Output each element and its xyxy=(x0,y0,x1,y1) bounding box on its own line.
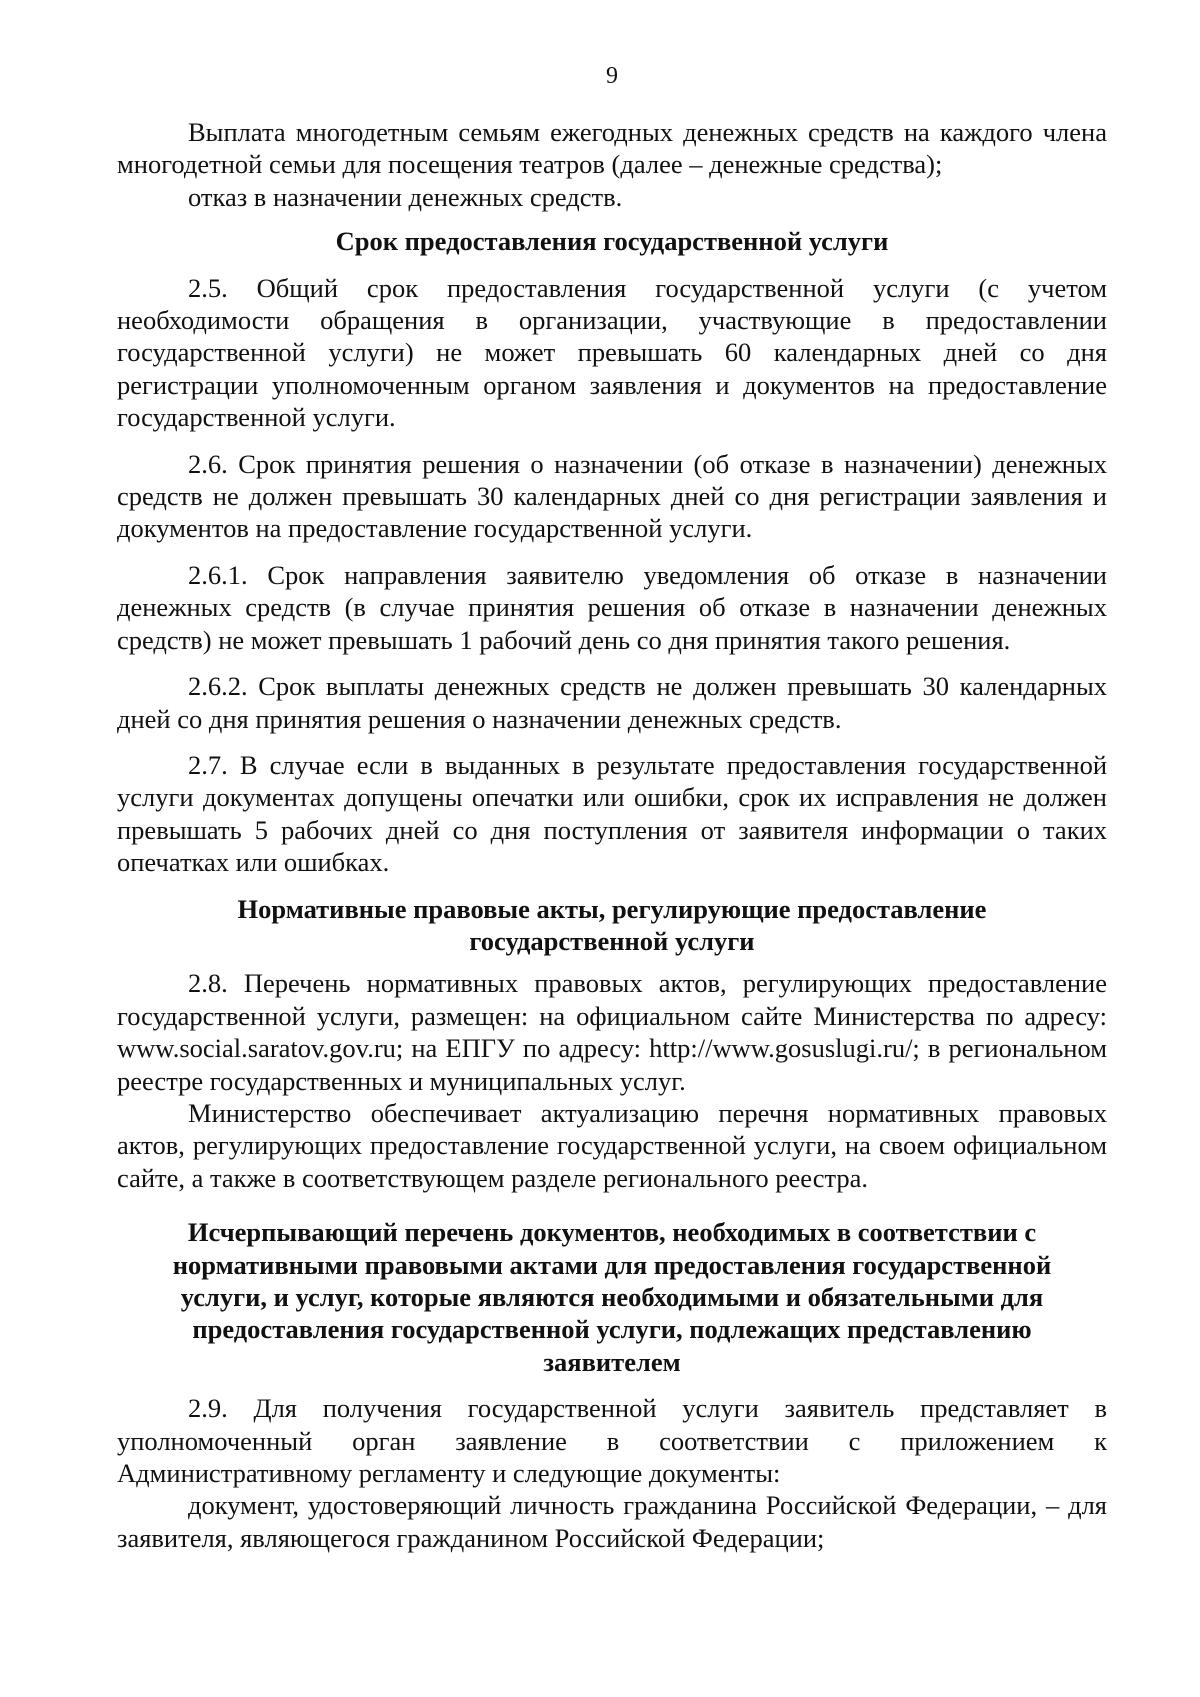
paragraph-2-7: 2.7. В случае если в выданных в результате предоставления государственной услуги документах допущены опечатки или ошибки, срок их исправления не должен превышать 5 рабочих дней со дня поступления от заявителя информации о таких опечатках или ошибках. xyxy=(117,749,1107,878)
paragraph-ministry-updates: Министерство обеспечивает актуализацию перечня нормативных правовых актов, регулирующих предоставление государственной услуги, на своем официальном сайте, а также в соответствующем разделе регионального реестра. xyxy=(117,1097,1107,1193)
paragraph-2-5: 2.5. Общий срок предоставления государственной услуги (с учетом необходимости обращения в организации, участвующие в предоставлении государственной услуги) не может превышать 60 календарных дней со дня регистрации уполномоченным органом заявления и документов на предоставление государственной услуги. xyxy=(117,272,1107,433)
paragraph-2-6: 2.6. Срок принятия решения о назначении (об отказе в назначении) денежных средств не должен превышать 30 календарных дней со дня регистрации заявления и документов на предоставление государственной услуги. xyxy=(117,448,1107,544)
paragraph-2-6-1: 2.6.1. Срок направления заявителю уведомления об отказе в назначении денежных средств (в случае принятия решения об отказе в назначении денежных средств) не может превышать 1 рабочий день со дня принятия такого решения. xyxy=(117,559,1107,655)
paragraph-payment: Выплата многодетным семьям ежегодных денежных средств на каждого члена многодетной семьи для посещения театров (далее – денежные средства); xyxy=(117,117,1107,180)
paragraph-2-8: 2.8. Перечень нормативных правовых актов, регулирующих предоставление государственной услуги, размещен: на официальном сайте Министерства по адресу: www.social.saratov.gov.ru; на ЕПГУ по адресу: http://www.gosuslugi.ru/; в региональном реестре государственных и муниципальных услуг. xyxy=(117,968,1107,1096)
document-page xyxy=(117,62,1107,1554)
heading-service-term: Срок предоставления государственной услуги xyxy=(335,226,889,257)
page-number: 9 xyxy=(606,63,618,89)
paragraph-2-9: 2.9. Для получения государственной услуги заявитель представляет в уполномоченный орган заявление в соответствии с приложением к Административному регламенту и следующие документы: xyxy=(117,1393,1107,1489)
paragraph-2-6-2: 2.6.2. Срок выплаты денежных средств не должен превышать 30 календарных дней со дня принятия решения о назначении денежных средств. xyxy=(117,671,1107,734)
heading-regulatory-acts: Нормативные правовые акты, регулирующие предоставление государственной услуги xyxy=(237,893,987,956)
paragraph-refusal: отказ в назначении денежных средств. xyxy=(188,181,623,212)
paragraph-identity-document: документ, удостоверяющий личность гражданина Российской Федерации, – для заявителя, являющегося гражданином Российской Федерации; xyxy=(117,1490,1107,1553)
heading-documents-list: Исчерпывающий перечень документов, необходимых в соответствии с нормативными правовыми актами для предоставления государственной услуги, и услуг, которые являются необходимыми и обязательными для предоставления государственной услуги, подлежащих представлению заявителем xyxy=(172,1217,1052,1377)
